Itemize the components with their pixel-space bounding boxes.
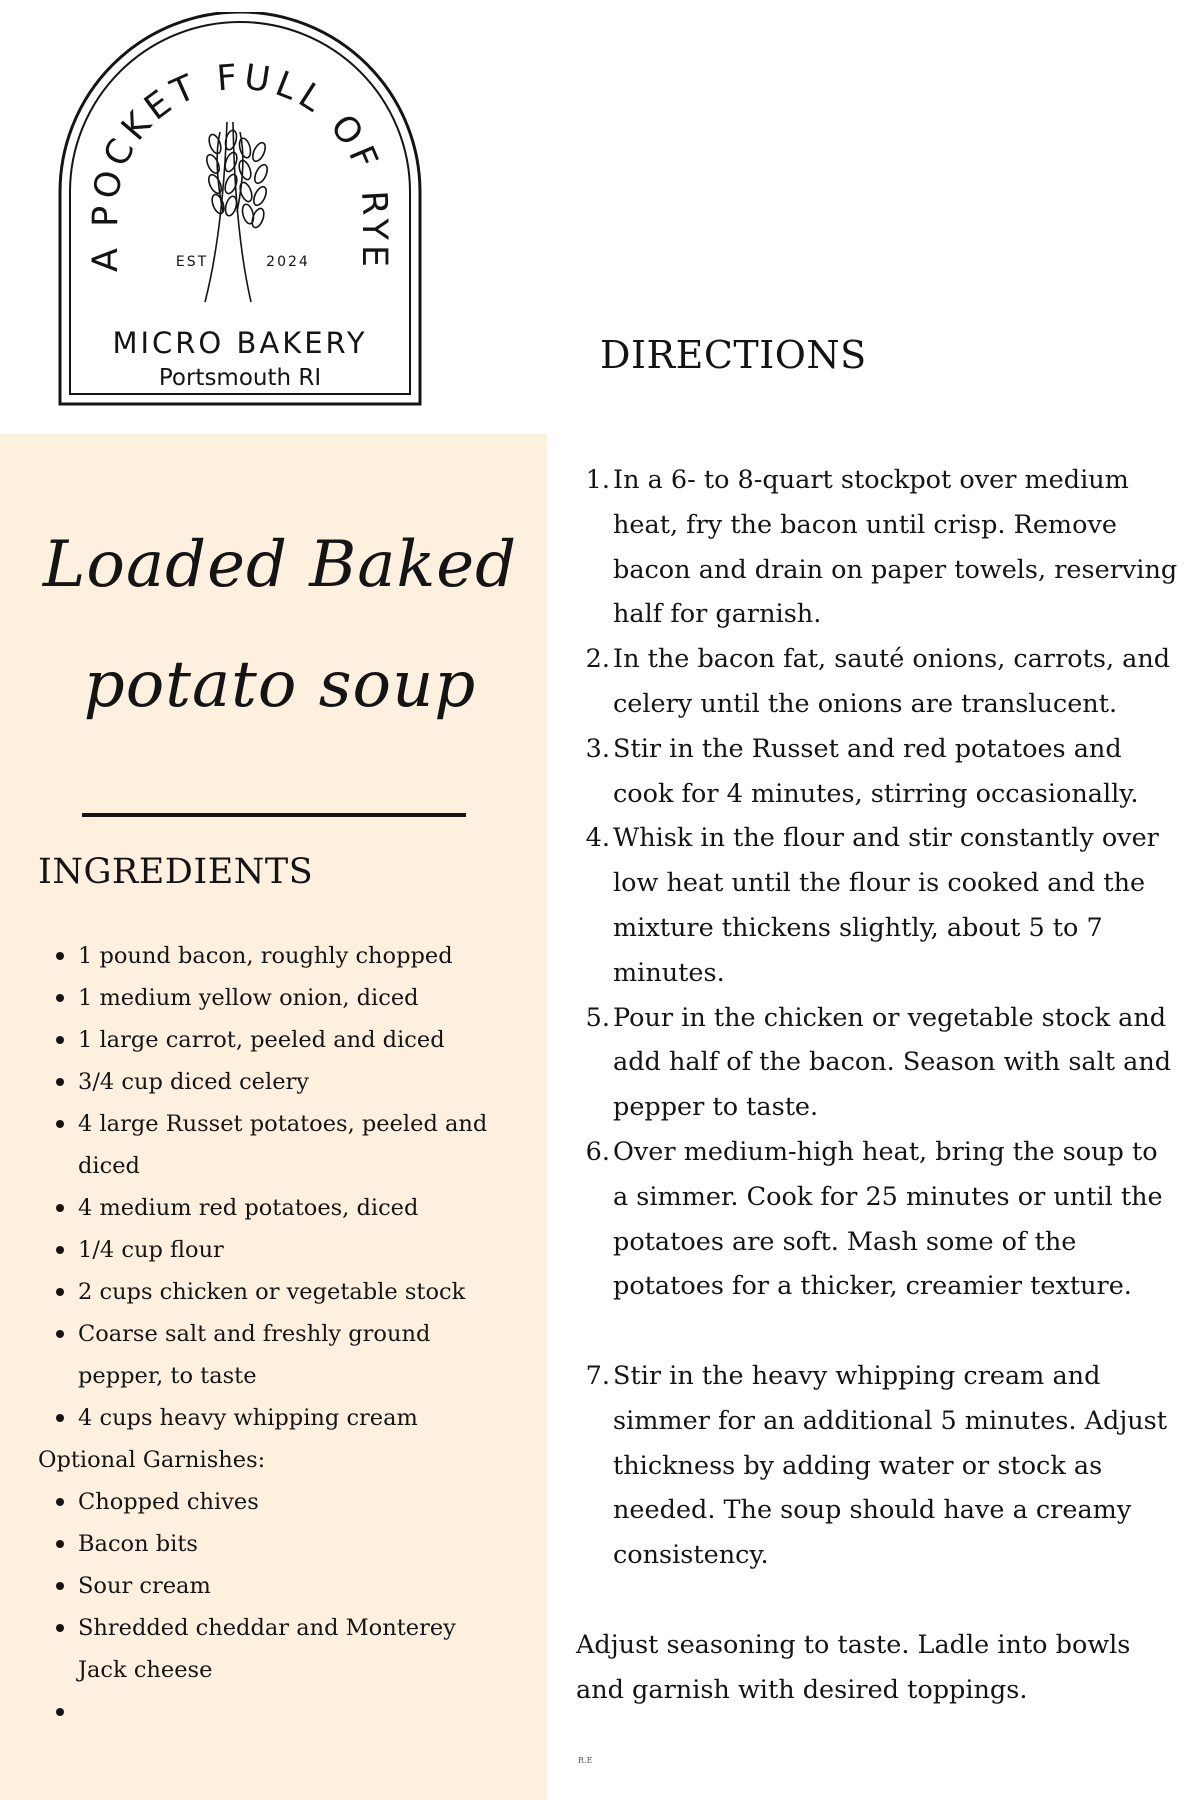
logo-bakery-name: MICRO BAKERY — [112, 326, 368, 360]
title-divider — [82, 813, 466, 817]
logo-est-label: EST — [175, 254, 209, 270]
direction-step — [580, 996, 1180, 1130]
ingredient-item: 1 medium yellow onion, diced — [38, 977, 508, 1019]
author-initials: R.E — [578, 1756, 593, 1765]
step-number: 2. — [585, 644, 610, 675]
directions-list — [580, 458, 1180, 1578]
direction-step — [580, 816, 1180, 995]
ingredient-item: 4 medium red potatoes, diced — [38, 1187, 508, 1229]
step-number: 4. — [585, 823, 610, 854]
logo-location: Portsmouth RI — [158, 365, 322, 391]
direction-step — [580, 1130, 1180, 1309]
logo-badge — [55, 12, 425, 407]
garnish-item: Bacon bits — [38, 1523, 508, 1565]
logo-arc-text: A POCKET FULL OF RYE — [86, 57, 395, 272]
closing-note: Adjust seasoning to taste. Ladle into bowls and garnish with desired toppings. — [576, 1630, 1131, 1705]
garnish-item: Shredded cheddar and Monterey Jack cheese — [38, 1607, 508, 1691]
direction-step — [580, 727, 1180, 817]
direction-step — [580, 458, 1180, 637]
logo-year: 2024 — [266, 254, 310, 270]
recipe-title — [30, 505, 530, 745]
ingredient-item: 4 large Russet potatoes, peeled and diced — [38, 1103, 508, 1187]
step-number: 7. — [585, 1360, 610, 1391]
step-text: Over medium-high heat, bring the soup to a simmer. Cook for 25 minutes or until the potatoes are soft. Mash some of the potatoes for a thicker, creamier texture. — [613, 1136, 1163, 1302]
ingredients-heading: INGREDIENTS — [38, 852, 314, 892]
ingredient-item: 3/4 cup diced celery — [38, 1061, 508, 1103]
recipe-title-line2: potato soup — [83, 648, 477, 722]
step-text: Whisk in the flour and stir constantly over low heat until the flour is cooked and the mixture thickens slightly, about 5 to 7 minutes. — [613, 823, 1159, 988]
direction-step — [580, 637, 1180, 727]
step-text: In the bacon fat, sauté onions, carrots, and celery until the onions are translucent. — [613, 644, 1171, 719]
step-text: Stir in the Russet and red potatoes and cook for 4 minutes, stirring occasionally. — [613, 733, 1139, 809]
ingredient-item: 2 cups chicken or vegetable stock — [38, 1271, 508, 1313]
direction-step — [580, 1354, 1180, 1578]
step-number: 1. — [585, 465, 610, 495]
optional-garnishes-label: Optional Garnishes: — [38, 1447, 266, 1473]
step-number: 5. — [585, 1002, 610, 1033]
step-text: In a 6- to 8-quart stockpot over medium heat, fry the bacon until crisp. Remove bacon and drain on paper towels, reserving half for garnish. — [613, 465, 1178, 630]
step-text: Pour in the chicken or vegetable stock and add half of the bacon. Season with salt and pepper to taste. — [613, 1002, 1172, 1123]
garnish-item: Sour cream — [38, 1565, 508, 1607]
ingredients-list — [38, 935, 508, 1733]
ingredient-item: Coarse salt and freshly ground pepper, to taste — [38, 1313, 508, 1397]
directions-heading: DIRECTIONS — [600, 333, 867, 377]
ingredient-item: 4 cups heavy whipping cream — [38, 1397, 508, 1439]
step-number: 3. — [585, 733, 610, 764]
ingredient-item: 1 large carrot, peeled and diced — [38, 1019, 508, 1061]
wheat-stalks-icon — [204, 122, 270, 302]
ingredient-item: 1 pound bacon, roughly chopped — [38, 935, 508, 977]
bakery-logo — [55, 12, 425, 407]
garnish-item: Chopped chives — [38, 1481, 508, 1523]
recipe-title-line1: Loaded Baked — [42, 528, 518, 602]
garnish-item-empty — [38, 1691, 508, 1733]
step-text: Stir in the heavy whipping cream and simmer for an additional 5 minutes. Adjust thickness by adding water or stock as needed. The soup should have a creamy consistency. — [613, 1360, 1168, 1571]
step-number: 6. — [585, 1136, 610, 1167]
ingredient-item: 1/4 cup flour — [38, 1229, 508, 1271]
